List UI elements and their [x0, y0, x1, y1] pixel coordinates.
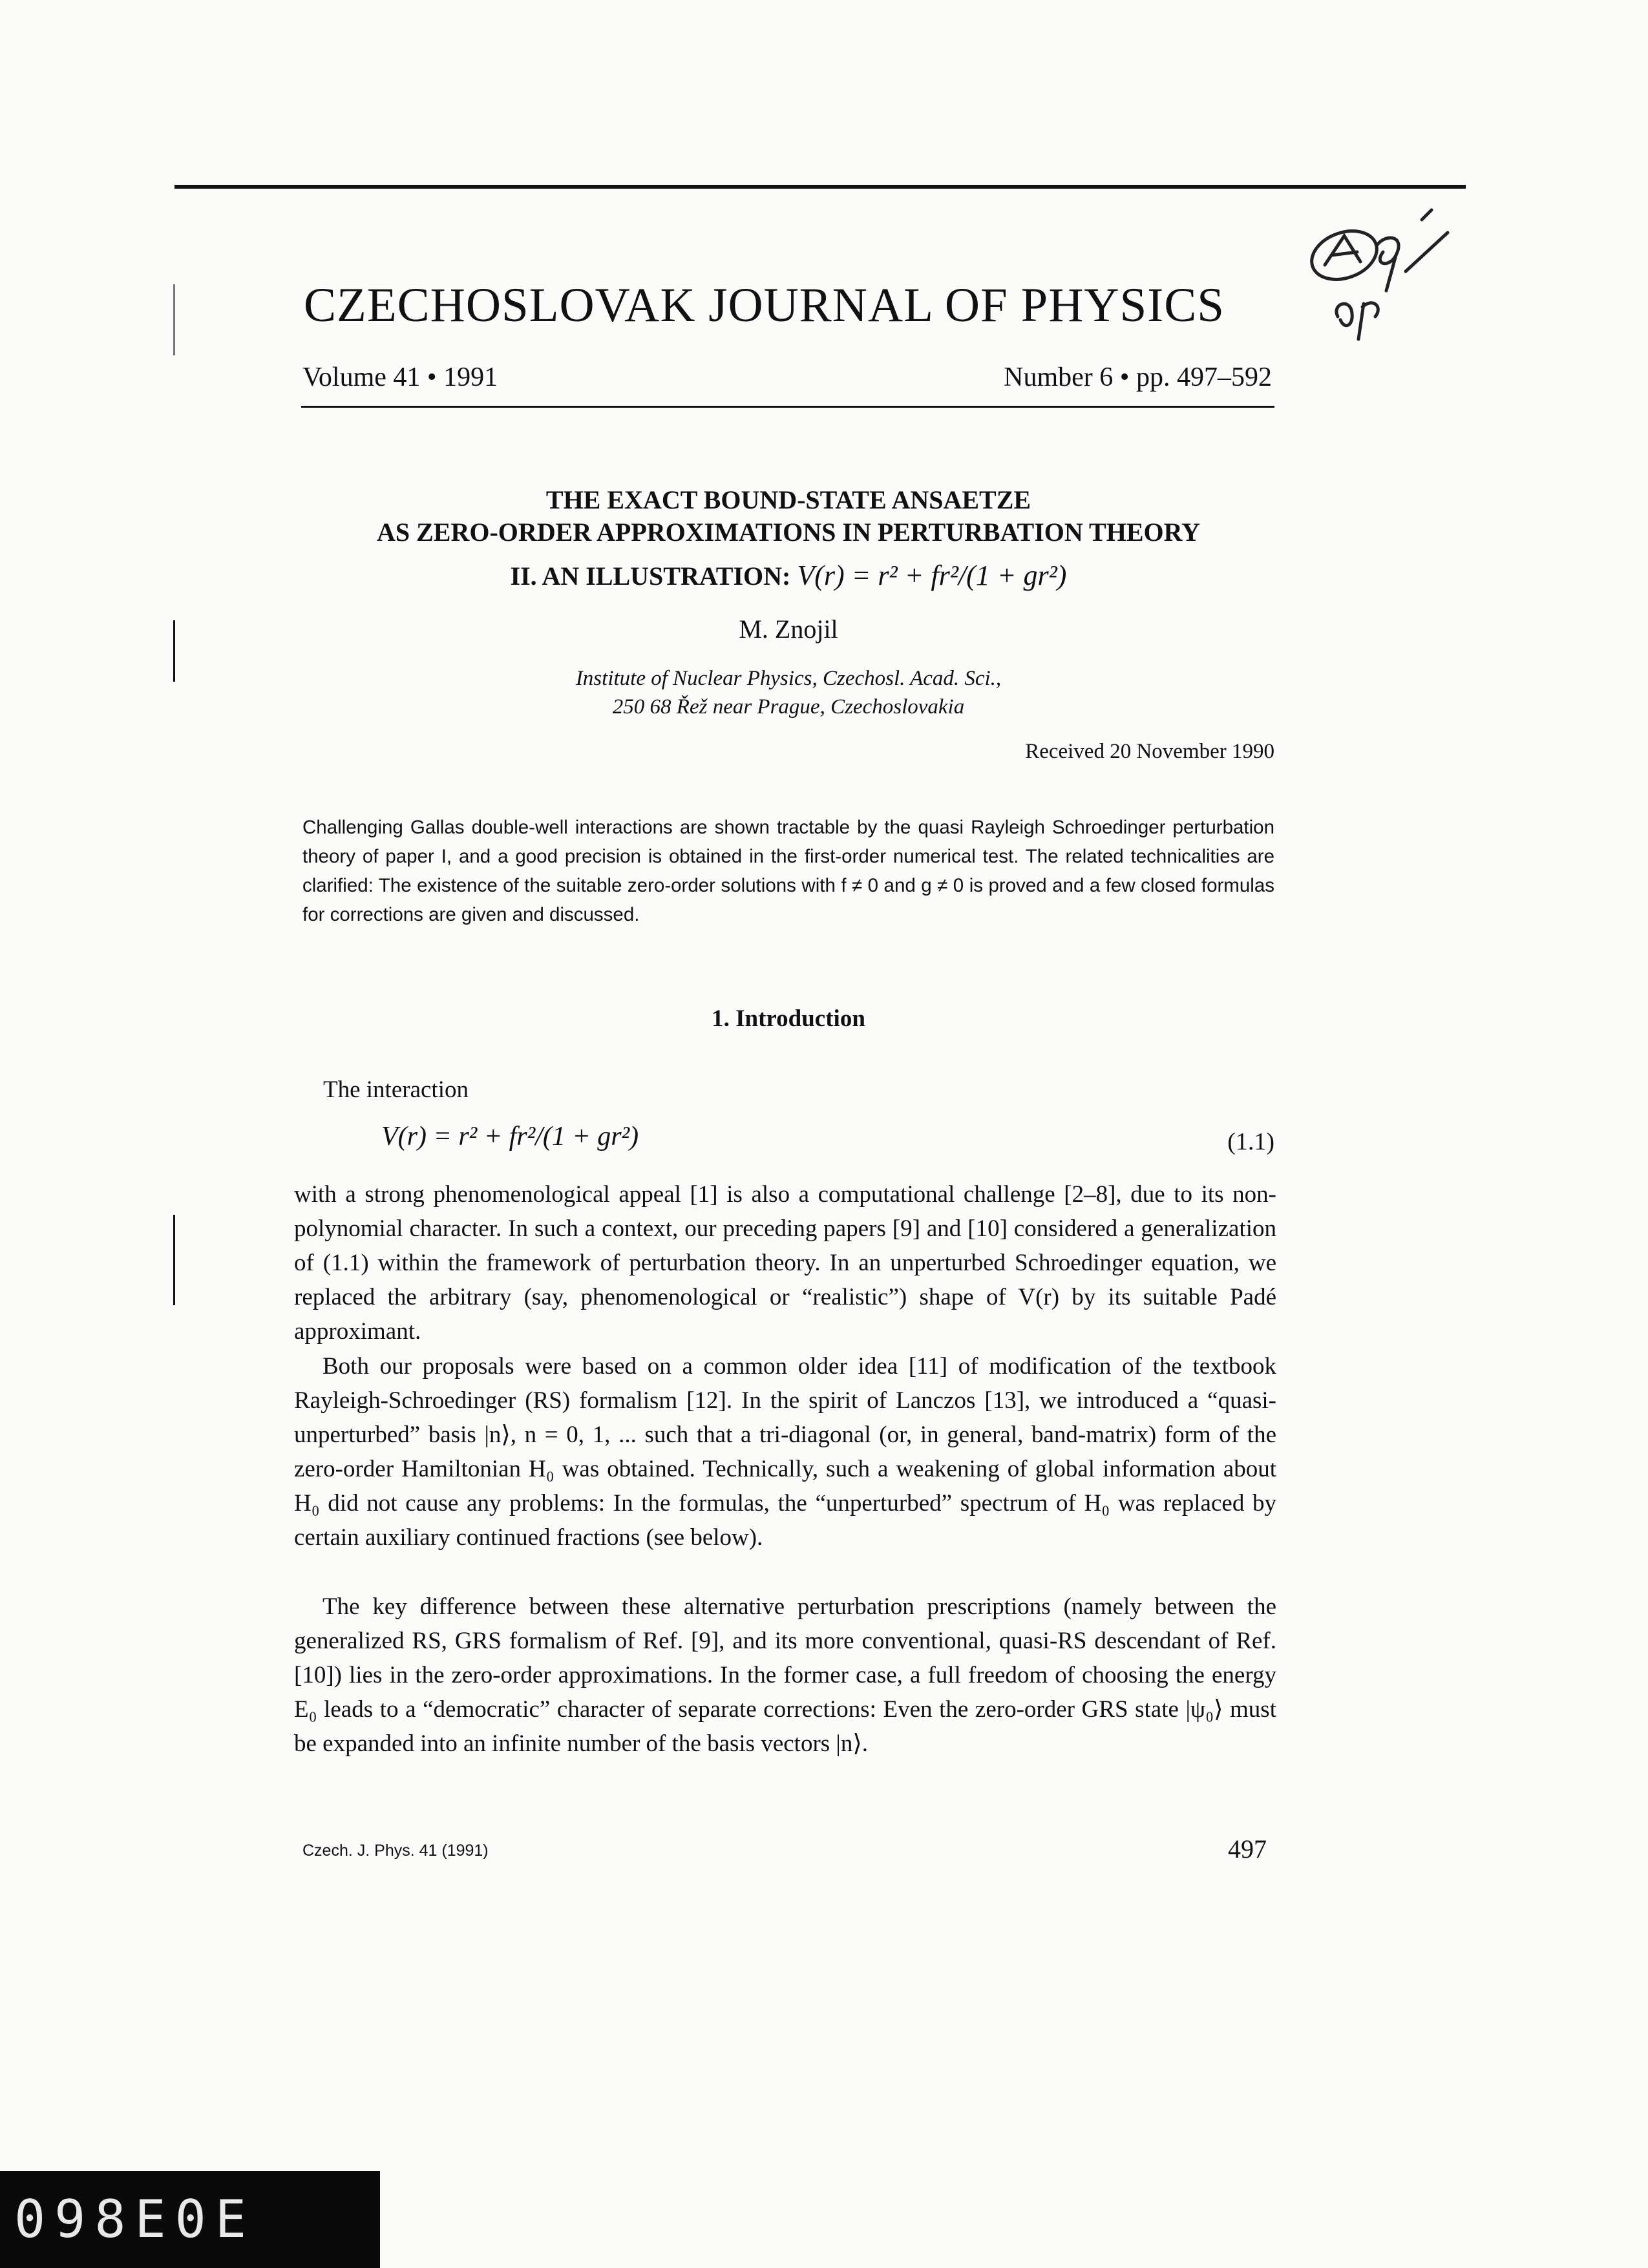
equation-1-1: V(r) = r² + fr²/(1 + gr²) [381, 1122, 639, 1151]
handwritten-annotation [1299, 200, 1454, 349]
received-date: Received 20 November 1990 [1025, 740, 1274, 763]
page-number: 497 [1228, 1834, 1267, 1864]
header-bottom-rule [301, 406, 1274, 408]
intro-lead: The interaction [323, 1076, 469, 1103]
scan-stamp [0, 2171, 380, 2268]
article-title-line1: THE EXACT BOUND-STATE ANSAETZE [545, 485, 1031, 514]
article-subtitle [297, 559, 1280, 592]
journal-volume: Volume 41 • 1991 [302, 362, 498, 392]
affiliation-line1: Institute of Nuclear Physics, Czechosl. Acad. Sci., [575, 667, 1002, 690]
scan-mark [173, 1215, 175, 1305]
footer-citation: Czech. J. Phys. 41 (1991) [302, 1842, 489, 1860]
equation-number: (1.1) [1227, 1128, 1274, 1155]
scan-stamp-code: 098E0E [14, 2189, 255, 2249]
header-top-rule [174, 185, 1466, 189]
abstract: Challenging Gallas double-well interactions are shown tractable by the quasi Rayleigh Schroedinger perturbation theory of paper I, and a good precision is obtained in the first-order numerical test. The related technicalities are clarified: The existence of the suitable zero-order solutions with f ≠ 0 and g ≠ 0 is proved and a few closed formulas for corrections are given and discussed. [302, 817, 1274, 925]
article-title-line2: AS ZERO-ORDER APPROXIMATIONS IN PERTURBATION THEORY [376, 518, 1200, 547]
affiliation-line2: 250 68 Řež near Prague, Czechoslovakia [612, 695, 965, 719]
paragraph-3: The key difference between these alternative perturbation prescriptions (namely between the generalized RS, GRS formalism of Ref. [9], and its more conventional, quasi-RS descendant of Ref. [10]) lies in the zero-order approximations. In the former case, a full freedom of choosing the energy E₀ leads to a “democratic” character of separate corrections: Even the zero-order GRS state |ψ₀⟩ must be expanded into an infinite number of the basis vectors |n⟩. [294, 1593, 1276, 1757]
paragraph-2: Both our proposals were based on a common older idea [11] of modification of the textbook Rayleigh-Schroedinger (RS) formalism [12]. In the spirit of Lanczos [13], we introduced a “quasi-unperturbed” basis |n⟩, n = 0, 1, ... such that a tri-diagonal (or, in general, band-matrix) form of the zero-order Hamiltonian H₀ was obtained. Technically, such a weakening of global information about H₀ did not cause any problems: In the formulas, the “unperturbed” spectrum of H₀ was replaced by certain auxiliary continued fractions (see below). [294, 1353, 1276, 1551]
article-subtitle-formula: V(r) = r² + fr²/(1 + gr²) [797, 560, 1067, 591]
scan-mark [173, 284, 175, 355]
paragraph-1: with a strong phenomenological appeal [1] is also a computational challenge [2–8], due to its non-polynomial character. In such a context, our preceding papers [9] and [10] considered a generalization of (1.1) within the framework of perturbation theory. In an unperturbed Schroedinger equation, we replaced the arbitrary (say, phenomenological or “realistic”) shape of V(r) by its suitable Padé approximant. [294, 1181, 1276, 1345]
scan-mark [173, 620, 175, 682]
journal-number-pages: Number 6 • pp. 497–592 [1004, 362, 1272, 392]
article-subtitle-prefix: II. AN ILLUSTRATION: [510, 562, 798, 591]
journal-title: CZECHOSLOVAK JOURNAL OF PHYSICS [304, 278, 1225, 332]
affiliation [297, 664, 1280, 721]
author-name: M. Znojil [739, 614, 838, 644]
section-heading: 1. Introduction [712, 1005, 865, 1032]
